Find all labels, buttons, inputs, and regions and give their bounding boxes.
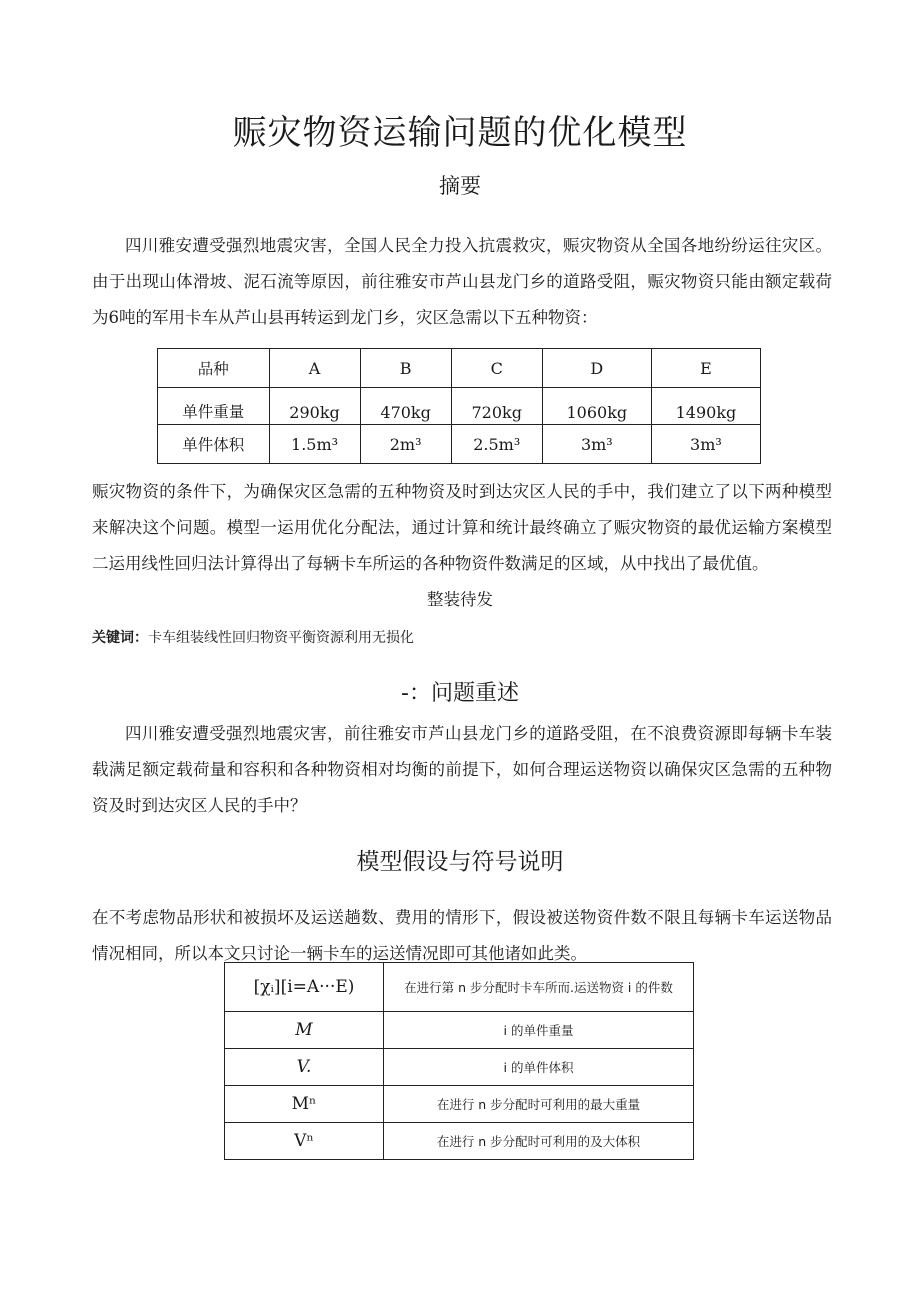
table-cell: E [651,349,760,388]
table-row [225,1123,694,1160]
symbol-cell: [χᵢ][i=A···E) [225,963,384,1012]
table-cell: 1490kg [651,388,760,425]
table-cell: D [542,349,651,388]
abstract-heading: 摘要 [439,174,481,198]
keywords-line [92,627,414,647]
goods-table [157,348,761,464]
symbol-cell: V. [225,1049,384,1086]
table-cell: 290kg [269,388,360,425]
table-row [225,963,694,1012]
table-cell: 720kg [451,388,542,425]
table-cell: 品种 [158,349,270,388]
intro-paragraph: 四川雅安遭受强烈地震灾害，全国人民全力投入抗震救灾，赈灾物资从全国各地纷纷运往灾区。由于出现山体滑坡、泥石流等原因，前往雅安市芦山县龙门乡的道路受阻，赈灾物资只能由额定载荷为6吨的军用卡车从芦山县再转运到龙门乡，灾区急需以下五种物资： [92,236,832,327]
table-cell: 1.5m³ [269,425,360,464]
table-cell: 3m³ [651,425,760,464]
table-cell: 1060kg [542,388,651,425]
symbol-cell: Vⁿ [225,1123,384,1160]
section1-heading: -：问题重述 [401,681,519,706]
table-cell: 2.5m³ [451,425,542,464]
section2-paragraph: 在不考虑物品形状和被损坏及运送趟数、费用的情形下，假设被送物资件数不限且每辆卡车运送物品情况相同，所以本文只讨论一辆卡车的运送情况即可其他诸如此类。 [92,908,832,963]
table-cell: 470kg [360,388,451,425]
table-cell: 单件重量 [158,388,270,425]
symbol-cell: Mⁿ [225,1086,384,1123]
table-cell: C [451,349,542,388]
table-cell: A [269,349,360,388]
summary-paragraph: 赈灾物资的条件下，为确保灾区急需的五种物资及时到达灾区人民的手中，我们建立了以下两种模型来解决这个问题。模型一运用优化分配法，通过计算和统计最终确立了赈灾物资的最优运输方案模型二运用线性回归法计算得出了每辆卡车所运的各种物资件数满足的区域，从中找出了最优值。 [92,482,832,573]
section1-paragraph: 四川雅安遭受强烈地震灾害，前往雅安市芦山县龙门乡的道路受阻，在不浪费资源即每辆卡车装载满足额定载荷量和容积和各种物资相对均衡的前提下，如何合理运送物资以确保灾区急需的五种物资及时到达灾区人民的手中？ [92,724,832,815]
table-cell: 单件体积 [158,425,270,464]
symbol-cell: M [225,1012,384,1049]
description-cell: 在进行 n 步分配时可利用的及大体积 [384,1123,694,1160]
table-row [225,1086,694,1123]
page-title: 赈灾物资运输问题的优化模型 [232,113,688,153]
description-cell: i 的单件重量 [384,1012,694,1049]
table-row [225,1012,694,1049]
table-cell: 2m³ [360,425,451,464]
table-cell: 3m³ [542,425,651,464]
goods-table-weight-row [158,388,761,425]
goods-table-header-row [158,349,761,388]
keywords-text: 卡车组装线性回归物资平衡资源利用无损化 [148,630,414,646]
description-cell: 在进行第 n 步分配时卡车所而.运送物资 i 的件数 [384,963,694,1012]
pending-note: 整装待发 [427,590,493,609]
section2-heading: 模型假设与符号说明 [356,849,564,875]
symbol-table [224,962,694,1160]
goods-table-volume-row [158,425,761,464]
table-cell: B [360,349,451,388]
description-cell: i 的单件体积 [384,1049,694,1086]
table-row [225,1049,694,1086]
keywords-label: 关键词： [92,630,148,646]
description-cell: 在进行 n 步分配时可利用的最大重量 [384,1086,694,1123]
